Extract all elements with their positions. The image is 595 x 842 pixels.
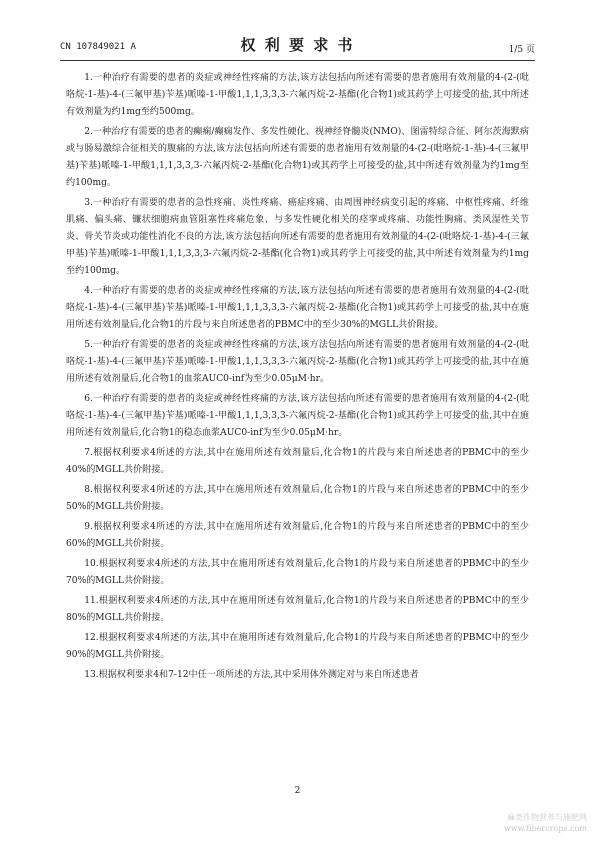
publication-number: CN 107849021 A — [60, 42, 136, 52]
watermark-url: www.fibercrops.com — [504, 824, 587, 833]
claim-4: 4.一种治疗有需要的患者的炎症或神经性疼痛的方法,该方法包括向所述有需要的患者施用有效剂量的4-(2-(吡咯烷-1-基)-4-(三氟甲基)苄基)哌嗪-1-甲酸1,1,1,3,3,3-六氟丙烷-2-基酯(化合物1)或其药学上可接受的盐,其中在施用所述有效剂量后,化合物1的片段与来自所述患者的PBMC中的至少30%的MGLL共价附接。 — [66, 286, 529, 330]
claim-1: 1.一种治疗有需要的患者的炎症或神经性疼痛的方法,该方法包括向所述有需要的患者施用有效剂量的4-(2-(吡咯烷-1-基)-4-(三氟甲基)苄基)哌嗪-1-甲酸1,1,1,3,3,3-六氟丙烷-2-基酯(化合物1)或其药学上可接受的盐,其中所述有效剂量为约1mg至约500mg。 — [66, 73, 529, 117]
claim-5: 5.一种治疗有需要的患者的炎症或神经性疼痛的方法,该方法包括向所述有需要的患者施用有效剂量的4-(2-(吡咯烷-1-基)-4-(三氟甲基)苄基)哌嗪-1-甲酸1,1,1,3,3,3-六氟丙烷-2-基酯(化合物1)或其药学上可接受的盐,其中在施用所述有效剂量后,化合物1的血浆AUC0-inf为至少0.05μM·hr。 — [66, 340, 529, 384]
header-divider — [60, 60, 535, 61]
watermark-site-name: 麻类作物营养与施肥网 — [507, 813, 587, 822]
claim-8: 8.根据权利要求4所述的方法,其中在施用所述有效剂量后,化合物1的片段与来自所述患者的PBMC中的至少50%的MGLL共价附接。 — [66, 485, 529, 512]
claim-3: 3.一种治疗有需要的患者的急性疼痛、炎性疼痛、癌症疼痛、由周围神经病变引起的疼痛、中枢性疼痛、纤维肌痛、偏头痛、镰状细胞病血管阻塞性疼痛危象、与多发性硬化相关的痉挛或疼痛、功能性胸痛、类风湿性关节炎、骨关节炎或功能性消化不良的方法,该方法包括向所述有需要的患者施用有效剂量的4-(2-(吡咯烷-1-基)-4-(三氟甲基)苄基)哌嗪-1-甲酸1,1,1,3,3,3-六氟丙烷-2-基酯(化合物1)或其药学上可接受的盐,其中所述有效剂量为约1mg至约100mg。 — [66, 198, 529, 276]
watermark — [504, 812, 587, 834]
document-title: 权 利 要 求 书 — [240, 36, 355, 54]
claims-body — [66, 70, 529, 687]
page-number: 2 — [294, 786, 301, 796]
page-header — [60, 30, 535, 60]
claim-11: 11.根据权利要求4所述的方法,其中在施用所述有效剂量后,化合物1的片段与来自所述患者的PBMC中的至少80%的MGLL共价附接。 — [66, 596, 529, 623]
claim-13: 13.根据权利要求4和7-12中任一项所述的方法,其中采用体外测定对与来自所述患者 — [84, 670, 419, 680]
claim-12: 12.根据权利要求4所述的方法,其中在施用所述有效剂量后,化合物1的片段与来自所述患者的PBMC中的至少90%的MGLL共价附接。 — [66, 633, 529, 660]
page-fraction: 1/5 页 — [508, 45, 535, 55]
claim-9: 9.根据权利要求4所述的方法,其中在施用所述有效剂量后,化合物1的片段与来自所述患者的PBMC中的至少60%的MGLL共价附接。 — [66, 522, 529, 549]
claim-2: 2.一种治疗有需要的患者的癫痫/癫痫发作、多发性硬化、视神经脊髓炎(NMO)、图雷特综合征、阿尔茨海默病或与肠易激综合征相关的腹痛的方法,该方法包括向所述有需要的患者施用有效剂量的4-(2-(吡咯烷-1-基)-4-(三氟甲基)苄基)哌嗪-1-甲酸1,1,1,3,3,3-六氟丙烷-2-基酯(化合物1)或其药学上可接受的盐,其中所述有效剂量为约1mg至约100mg。 — [66, 127, 529, 188]
claim-7: 7.根据权利要求4所述的方法,其中在施用所述有效剂量后,化合物1的片段与来自所述患者的PBMC中的至少40%的MGLL共价附接。 — [66, 448, 529, 475]
claim-10: 10.根据权利要求4所述的方法,其中在施用所述有效剂量后,化合物1的片段与来自所述患者的PBMC中的至少70%的MGLL共价附接。 — [66, 559, 529, 586]
claim-6: 6.一种治疗有需要的患者的炎症或神经性疼痛的方法,该方法包括向所述有需要的患者施用有效剂量的4-(2-(吡咯烷-1-基)-4-(三氟甲基)苄基)哌嗪-1-甲酸1,1,1,3,3,3-六氟丙烷-2-基酯(化合物1)或其药学上可接受的盐,其中在施用所述有效剂量后,化合物1的稳态血浆AUC0-inf为至少0.05μM·hr。 — [66, 394, 529, 438]
